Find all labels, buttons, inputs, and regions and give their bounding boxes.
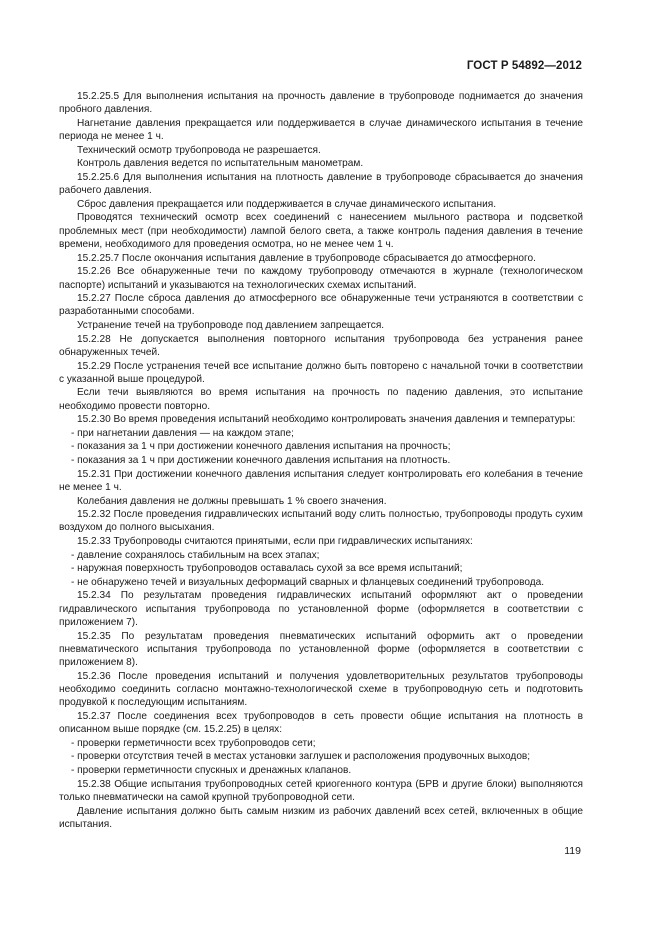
paragraph: 15.2.25.5 Для выполнения испытания на прочность давление в трубопроводе поднимается до значения пробного давления. <box>59 91 583 116</box>
paragraph: Контроль давления ведется по испытательным манометрам. <box>77 158 364 170</box>
list-item: - показания за 1 ч при достижении конечного давления испытания на плотность. <box>59 454 583 467</box>
paragraph: 15.2.35 По результатам проведения пневматических испытаний оформить акт о проведении пневматического испытания трубопровода по установленной форме (оформляется в соответствии с приложением 8). <box>59 630 583 669</box>
paragraph: 15.2.25.6 Для выполнения испытания на плотность давление в трубопроводе сбрасывается до значения рабочего давления. <box>59 171 583 197</box>
paragraph: 15.2.34 По результатам проведения гидравлических испытаний оформляют акт о проведении гидравлического испытания трубопровода по установленной форме (оформляется в соответствии с приложением 7). <box>59 590 583 628</box>
paragraph: Технический осмотр трубопровода не разрешается. <box>77 144 321 156</box>
list-item: - показания за 1 ч при достижении конечного давления испытания на прочность; <box>59 440 583 453</box>
list-item: - проверки герметичности всех трубопроводов сети; <box>59 737 583 750</box>
paragraph: 15.2.26 Все обнаруженные течи по каждому трубопроводу отмечаются в журнале (технологическом паспорте) испытаний и указываются на технологических схемах испытаний. <box>59 266 583 291</box>
list-item: - наружная поверхность трубопроводов оставалась сухой за все время испытаний; <box>59 562 583 575</box>
document-code-header: ГОСТ Р 54892—2012 <box>466 60 582 72</box>
paragraph: 15.2.29 После устранения течей все испытание должно быть повторено с начальной точки в соответствии с указанной выше процедурой. <box>59 360 583 385</box>
list-item: - проверки герметичности спускных и дренажных клапанов. <box>59 764 583 777</box>
list-item: - не обнаружено течей и визуальных деформаций сварных и фланцевых соединений трубопровода. <box>59 576 583 589</box>
paragraph: 15.2.27 После сброса давления до атмосферного все обнаруженные течи устраняются в соответствии с разработанными способами. <box>59 293 583 318</box>
paragraph: Устранение течей на трубопроводе под давлением запрещается. <box>77 320 385 332</box>
paragraph: 15.2.38 Общие испытания трубопроводных сетей криогенного контура (БРВ и другие блоки) выполняются только пневматически на самой крупной трубопроводной сети. <box>59 778 583 803</box>
paragraph: 15.2.32 После проведения гидравлических испытаний воду слить полностью, трубопроводы продуть сухим воздухом до полного высыхания. <box>59 509 583 534</box>
page-number: 119 <box>564 845 581 857</box>
paragraph: Если течи выявляются во время испытания на прочность по падению давления, это испытание необходимо провести повторно. <box>59 387 583 412</box>
paragraph: 15.2.33 Трубопроводы считаются принятыми, если при гидравлических испытаниях: <box>77 536 473 548</box>
paragraph: 15.2.31 При достижении конечного давления испытания следует контролировать его колебания в течение не менее 1 ч. <box>59 468 583 493</box>
paragraph: Давление испытания должно быть самым низким из рабочих давлений всех сетей, включенных в общие испытания. <box>59 805 583 830</box>
paragraph: 15.2.37 После соединения всех трубопроводов в сеть провести общие испытания на плотность в описанном выше порядке (см. 15.2.25) в целях: <box>59 710 583 736</box>
paragraph: 15.2.25.7 После окончания испытания давление в трубопроводе сбрасывается до атмосферного. <box>77 252 536 264</box>
paragraph: 15.2.28 Не допускается выполнения повторного испытания трубопровода без устранения ранее обнаруженных течей. <box>59 333 583 358</box>
paragraph: 15.2.36 После проведения испытаний и получения удовлетворительных результатов трубопроводы необходимо соединить согласно монтажно-технологической схеме в трубопроводную сеть и подготовить продувкой к последующим испытаниям. <box>59 670 583 709</box>
paragraph: Нагнетание давления прекращается или поддерживается в случае динамического испытания в течение периода не менее 1 ч. <box>59 117 583 143</box>
document-body <box>59 90 583 831</box>
list-item: - проверки отсутствия течей в местах установки заглушек и расположения продувочных выходов; <box>59 750 583 763</box>
list-item: - давление сохранялось стабильным на всех этапах; <box>59 549 583 562</box>
list-item: - при нагнетании давления — на каждом этапе; <box>59 427 583 440</box>
paragraph: 15.2.30 Во время проведения испытаний необходимо контролировать значения давления и температуры: <box>77 414 576 426</box>
paragraph: Колебания давления не должны превышать 1 % своего значения. <box>77 495 387 507</box>
paragraph: Сброс давления прекращается или поддерживается в случае динамического испытания. <box>77 198 497 210</box>
paragraph: Проводятся технический осмотр всех соединений с нанесением мыльного раствора и подсветкой проблемных мест (при необходимости) лампой белого света, а также контроль падения давления в течение времени, необходимого для проведения осмотра, но не менее чем 1 ч. <box>59 212 583 251</box>
